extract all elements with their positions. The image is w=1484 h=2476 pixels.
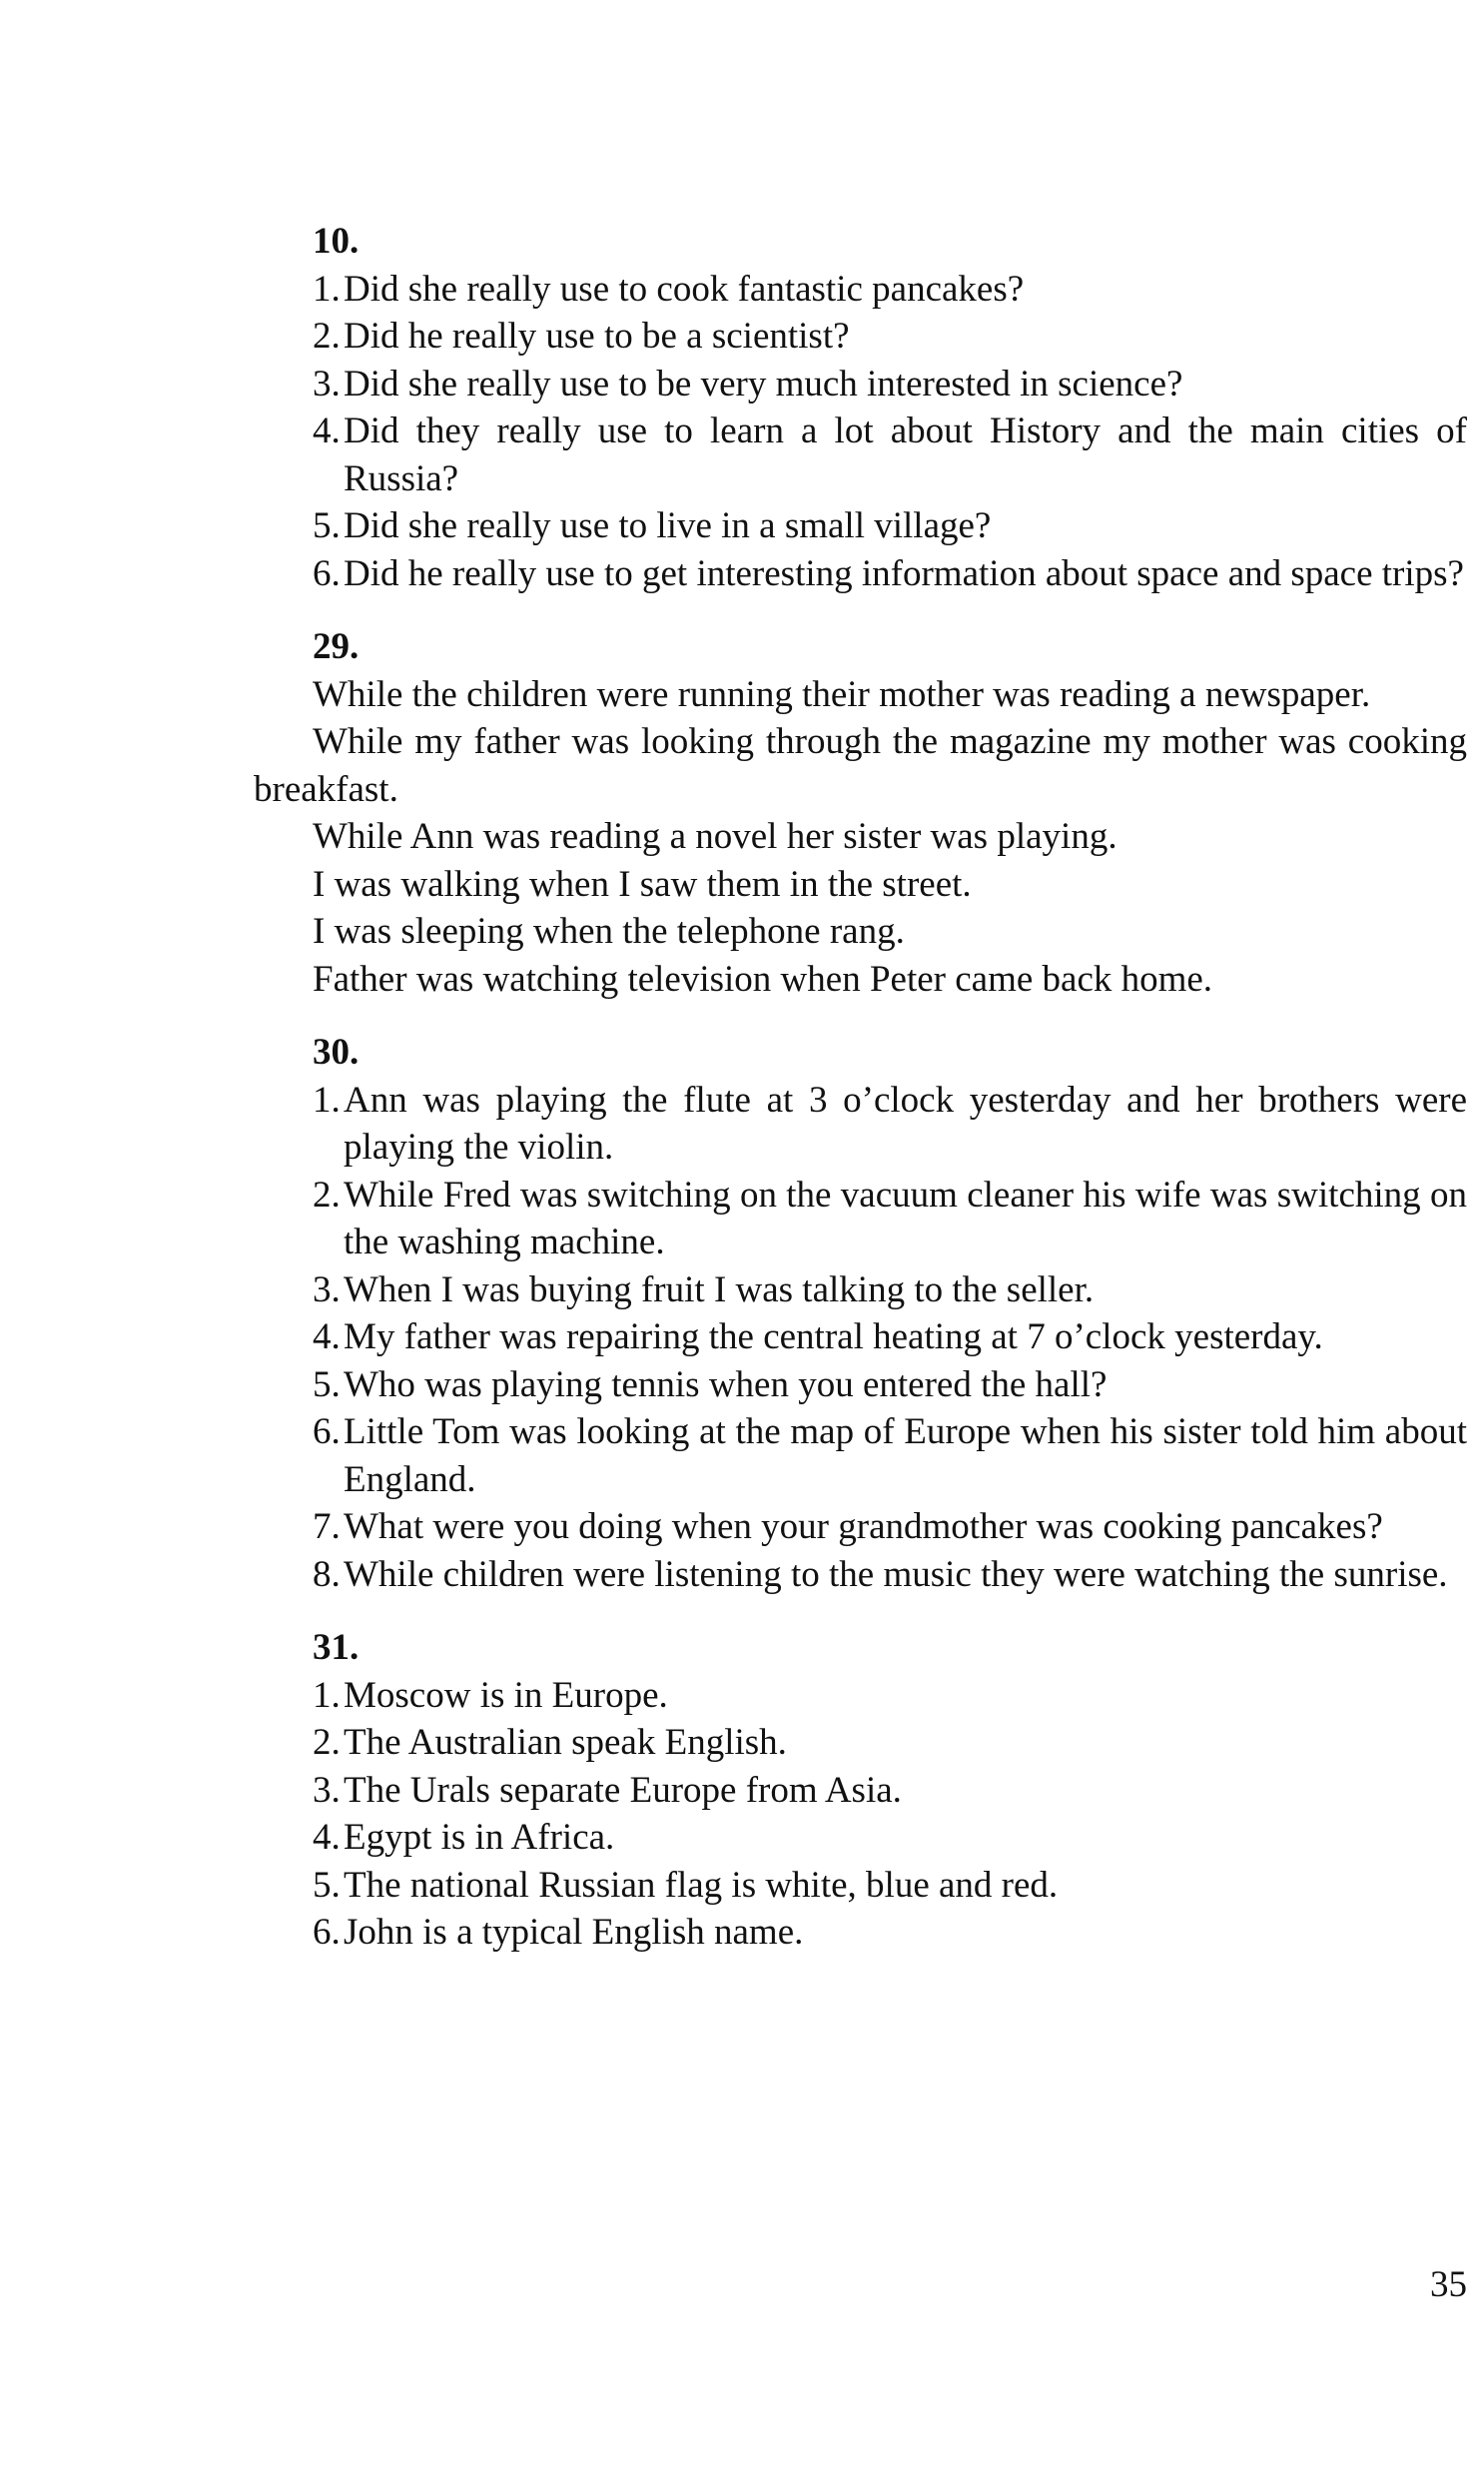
item-number: 3. [313,1769,341,1811]
section-number: 29. [313,626,360,667]
item-text: Did she really use to cook fantastic pancakes? [344,268,1025,310]
item-number: 1. [313,268,341,310]
list-item [254,502,1467,550]
paragraph: I was walking when I saw them in the street. [313,863,972,905]
item-text: Did they really use to learn a lot about History and the main cities of Russia? [344,411,1467,499]
list-item [254,1551,1467,1599]
item-number: 8. [313,1553,341,1595]
item-number: 5. [313,1864,341,1906]
section-29 [254,623,1467,1003]
item-text: Moscow is in Europe. [344,1674,668,1716]
list-item [254,550,1467,598]
item-text: Who was playing tennis when you entered the hall? [344,1363,1108,1405]
item-number: 2. [313,1722,341,1763]
answer-list [254,1077,1467,1599]
item-text: While children were listening to the music they were watching the sunrise. [344,1553,1448,1595]
list-item [254,1313,1467,1361]
paragraph: While my father was looking through the magazine my mother was cooking breakfast. [254,721,1467,810]
list-item [254,1361,1467,1409]
section-30 [254,1029,1467,1598]
paragraph: While Ann was reading a novel her sister was playing. [313,816,1117,857]
item-number: 2. [313,316,341,357]
item-text: When I was buying fruit I was talking to the seller. [344,1268,1095,1310]
item-number: 5. [313,1363,341,1405]
paragraph: I was sleeping when the telephone rang. [313,911,905,952]
list-item [254,1172,1467,1266]
list-item [254,1408,1467,1503]
answer-list [254,266,1467,598]
answer-list [254,1672,1467,1957]
section-number: 10. [313,221,360,262]
item-number: 6. [313,552,341,594]
list-item [254,1719,1467,1767]
item-text: The Urals separate Europe from Asia. [344,1769,902,1811]
item-number: 3. [313,363,341,405]
item-text: My father was repairing the central heating at 7 o’clock yesterday. [344,1316,1323,1357]
item-number: 1. [313,1674,341,1716]
list-item [254,1266,1467,1314]
section-10 [254,218,1467,597]
item-number: 6. [313,1912,341,1953]
item-number: 3. [313,1268,341,1310]
item-number: 1. [313,1079,341,1121]
list-item [254,1767,1467,1815]
item-text: While Fred was switching on the vacuum cleaner his wife was switching on the washing machine. [344,1174,1467,1262]
list-item [254,361,1467,409]
paragraph: Father was watching television when Peter came back home. [313,958,1213,1000]
list-item [254,266,1467,314]
item-number: 2. [313,1174,341,1216]
item-number: 5. [313,505,341,546]
list-item [254,408,1467,502]
section-number: 30. [313,1032,360,1073]
item-text: Little Tom was looking at the map of Europe when his sister told him about England. [344,1411,1467,1500]
item-number: 4. [313,411,341,451]
list-item [254,1503,1467,1551]
paragraph: While the children were running their mother was reading a newspaper. [313,673,1371,715]
list-item [254,1077,1467,1172]
item-text: The Australian speak English. [344,1722,787,1763]
list-item [254,1909,1467,1957]
item-text: What were you doing when your grandmother was cooking pancakes? [344,1506,1383,1547]
page-content [254,218,1467,1957]
list-item [254,313,1467,361]
page-number: 35 [1430,2264,1467,2305]
item-text: The national Russian flag is white, blue and red. [344,1864,1059,1906]
item-text: Ann was playing the flute at 3 o’clock yesterday and her brothers were playing the violin. [344,1079,1467,1168]
item-number: 6. [313,1411,341,1452]
item-text: Did she really use to be very much interested in science? [344,363,1183,405]
item-number: 7. [313,1506,341,1547]
section-31 [254,1624,1467,1957]
list-item [254,1672,1467,1720]
section-number: 31. [313,1627,360,1668]
item-number: 4. [313,1817,341,1858]
item-text: Did he really use to be a scientist? [344,316,850,357]
list-item [254,1862,1467,1910]
item-number: 4. [313,1316,341,1357]
item-text: John is a typical English name. [344,1912,804,1953]
item-text: Egypt is in Africa. [344,1817,615,1858]
item-text: Did she really use to live in a small village? [344,505,992,546]
item-text: Did he really use to get interesting information about space and space trips? [344,552,1464,594]
list-item [254,1814,1467,1862]
